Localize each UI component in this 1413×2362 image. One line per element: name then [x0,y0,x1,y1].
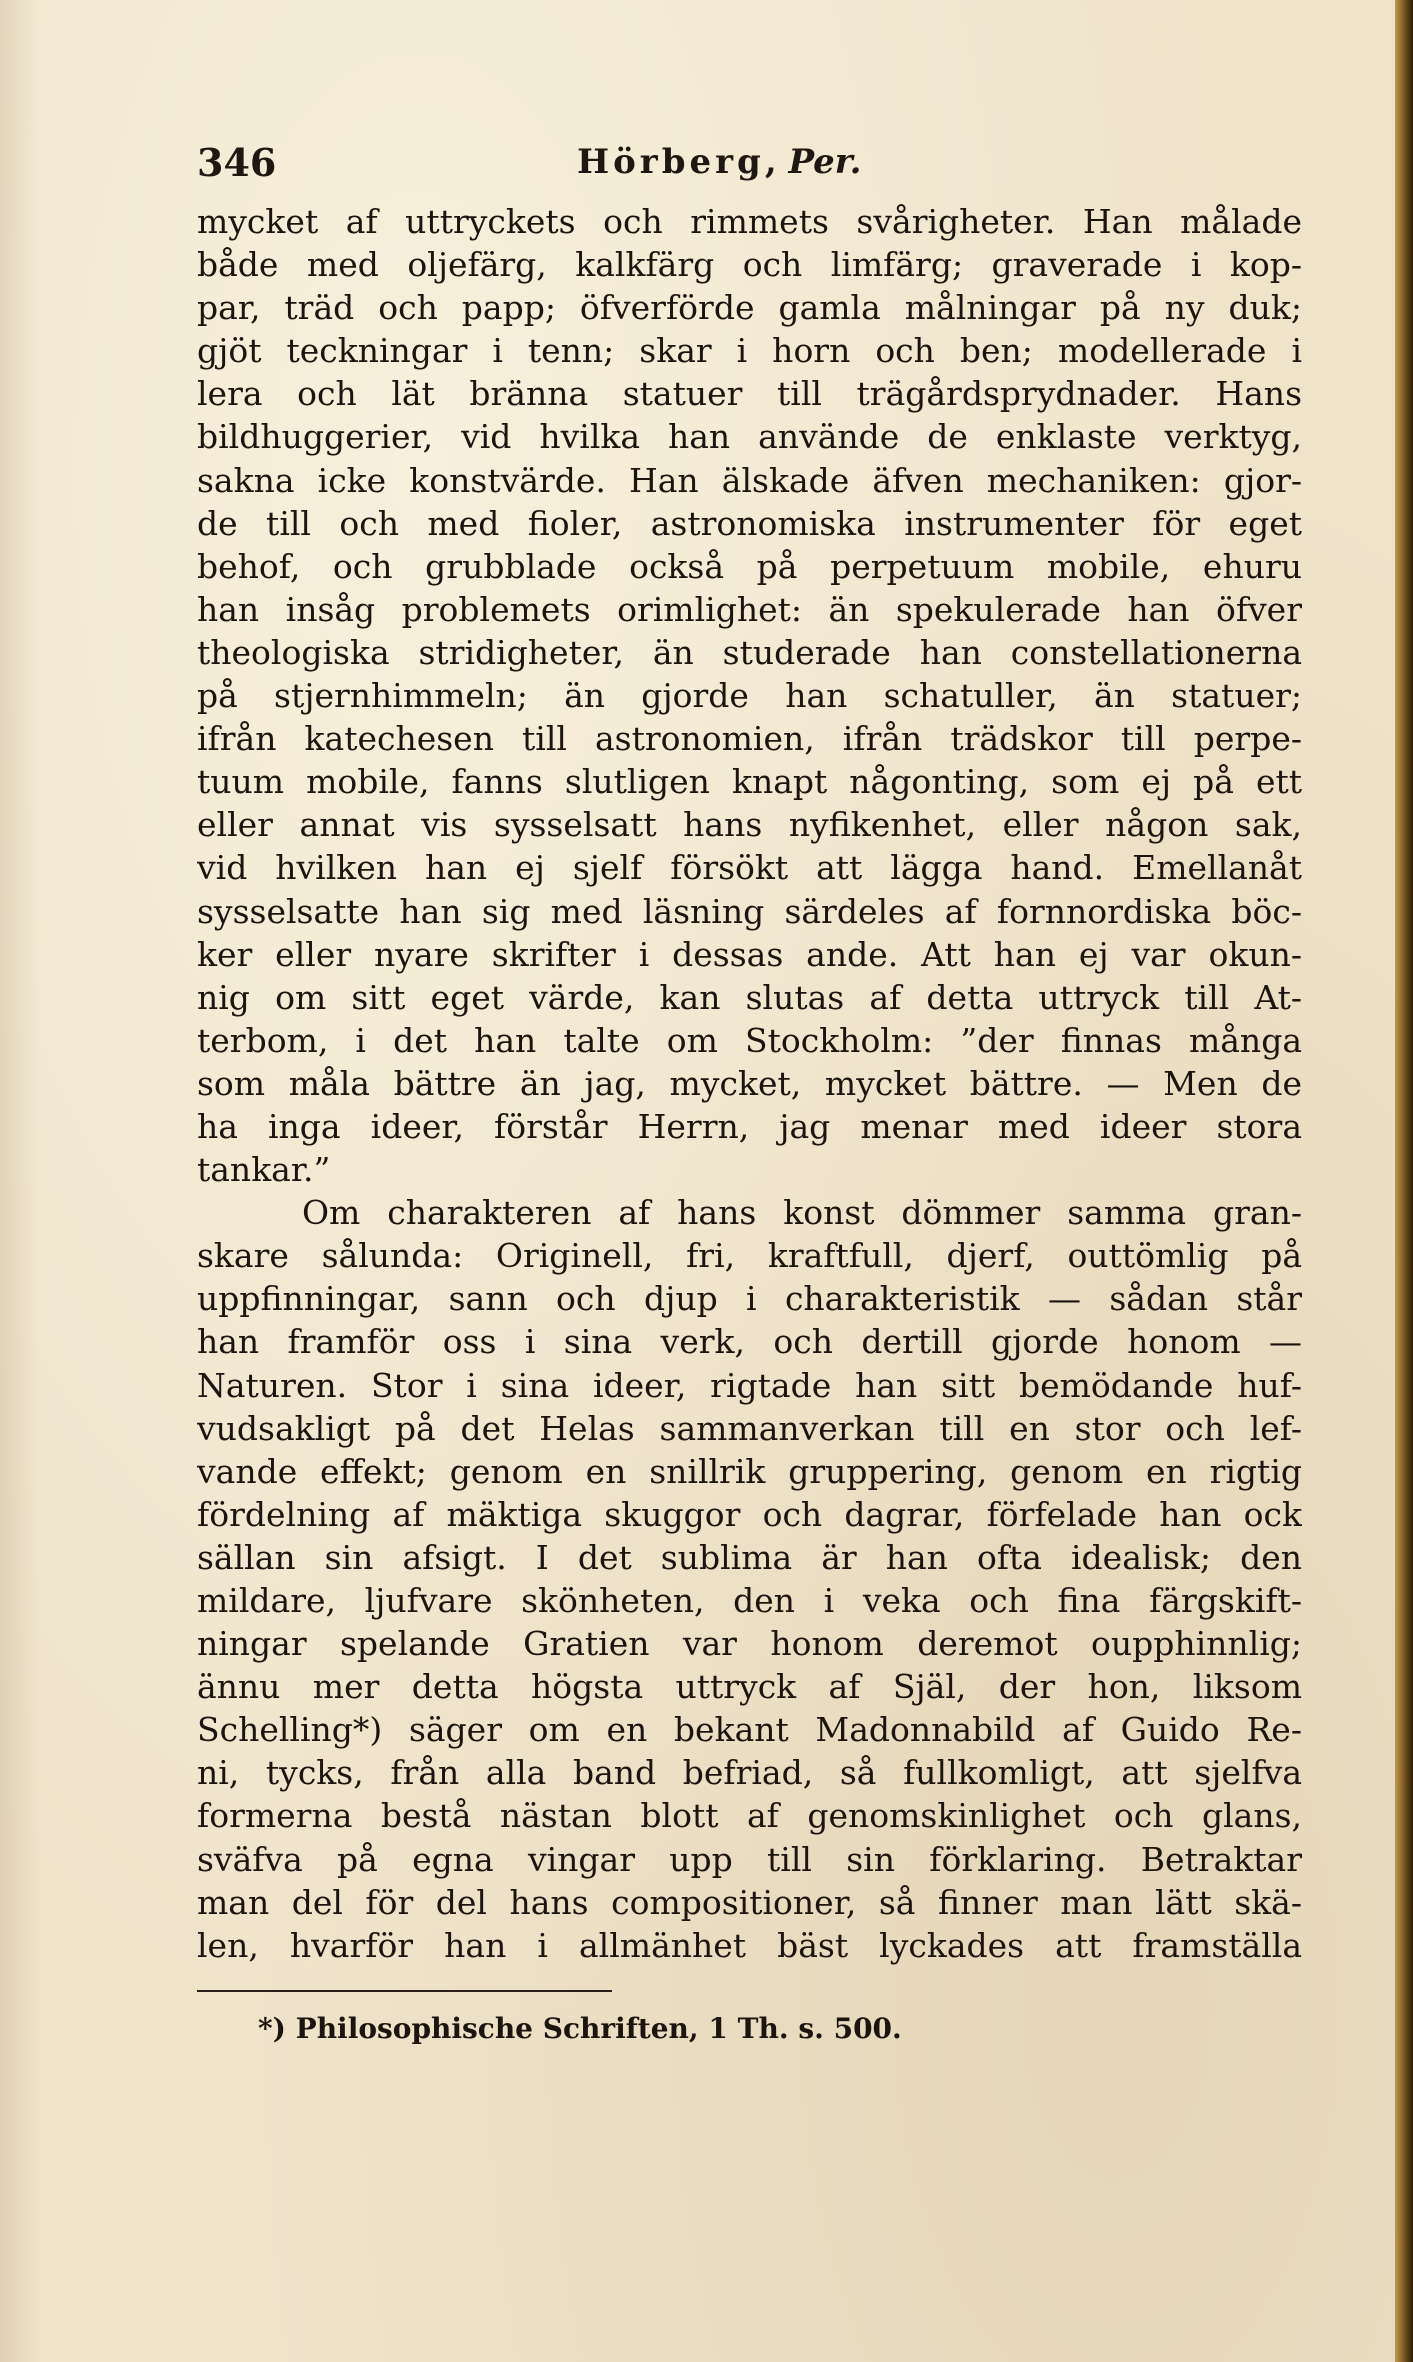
text-line-paragraph-start: Om charakteren af hans konst dömmer samma gran- [302,1193,1302,1233]
text-line: sväfva på egna vingar upp till sin förklaring. Betraktar [197,1839,1302,1879]
text-line: sysselsatte han sig med läsning särdeles af fornnordiska böc- [197,891,1302,931]
page-header [197,140,1302,190]
text-line: bildhuggerier, vid hvilka han använde de enklaste verktyg, [197,417,1302,457]
running-head-surname: Hörberg [577,142,765,182]
text-line: ker eller nyare skrifter i dessas ande. Att han ej var okun- [197,934,1302,974]
footnote-divider [197,1990,612,1992]
text-line: ännu mer detta högsta uttryck af Själ, der hon, liksom [197,1667,1302,1707]
page-gutter-shadow [0,0,40,2362]
text-line-paragraph-end: tankar.” [197,1150,331,1190]
body-text [197,200,1302,1967]
text-line: på stjernhimmeln; än gjorde han schatuller, än statuer; [197,676,1302,716]
text-line: Schelling*) säger om en bekant Madonnabild af Guido Re- [197,1710,1302,1750]
text-line: formerna bestå nästan blott af genomskinlighet och glans, [197,1796,1302,1836]
text-line: len, hvarför han i allmänhet bäst lyckades att framställa [197,1925,1302,1965]
text-line: både med oljefärg, kalkfärg och limfärg; graverade i kop- [197,245,1302,285]
text-line: ha inga ideer, förstår Herrn, jag menar med ideer stora [197,1106,1302,1146]
text-line: ifrån katechesen till astronomien, ifrån trädskor till perpe- [197,719,1302,759]
running-head-first-name: Per. [788,142,862,182]
book-fore-edge [1395,0,1413,2362]
text-line: ni, tycks, från alla band befriad, så fullkomligt, att sjelfva [197,1753,1302,1793]
text-line: ningar spelande Gratien var honom deremot oupphinnlig; [197,1624,1302,1664]
text-line: vande effekt; genom en snillrik gruppering, genom en rigtig [197,1451,1302,1491]
text-line: mycket af uttryckets och rimmets svårigheter. Han målade [197,202,1302,241]
text-line: par, träd och papp; öfverförde gamla målningar på ny duk; [197,288,1302,328]
text-line: vid hvilken han ej sjelf försökt att lägga hand. Emellanåt [197,848,1302,888]
text-line: terbom, i det han talte om Stockholm: ”der finnas många [197,1020,1302,1060]
text-line: han insåg problemets orimlighet: än spekulerade han öfver [197,589,1302,629]
text-line: mildare, ljufvare skönheten, den i veka och fina färgskift- [197,1581,1302,1620]
running-head: Hörberg, Per. [577,142,862,182]
text-line: gjöt teckningar i tenn; skar i horn och ben; modellerade i [197,331,1302,371]
text-line: fördelning af mäktiga skuggor och dagrar, förfelade han ock [197,1494,1302,1534]
text-line: de till och med fioler, astronomiska instrumenter för eget [197,503,1302,543]
text-line: lera och lät bränna statuer till trägårdsprydnader. Hans [197,374,1302,414]
text-line: uppfinningar, sann och djup i charakteristik — sådan står [197,1279,1302,1319]
text-line: eller annat vis sysselsatt hans nyfikenhet, eller någon sak, [197,805,1302,845]
text-line: tuum mobile, fanns slutligen knapt någonting, som ej på ett [197,762,1302,802]
text-line: nig om sitt eget värde, kan slutas af detta uttryck till At- [197,977,1302,1017]
text-line: man del för del hans compositioner, så finner man lätt skä- [197,1882,1302,1922]
text-line: vudsakligt på det Helas sammanverkan till en stor och lef- [197,1408,1302,1448]
text-line: han framför oss i sina verk, och dertill gjorde honom — [197,1322,1302,1362]
text-line: skare sålunda: Originell, fri, kraftfull, djerf, outtömlig på [197,1236,1302,1276]
text-line: sällan sin afsigt. I det sublima är han ofta idealisk; den [197,1537,1302,1577]
text-line: Naturen. Stor i sina ideer, rigtade han sitt bemödande huf- [197,1365,1302,1405]
text-line: theologiska stridigheter, än studerade han constellationerna [197,632,1302,672]
text-line: behof, och grubblade också på perpetuum mobile, ehuru [197,546,1302,586]
page-number: 346 [197,140,277,185]
text-line: sakna icke konstvärde. Han älskade äfven mechaniken: gjor- [197,460,1302,500]
footnote: *) Philosophische Schriften, 1 Th. s. 500. [258,2012,902,2045]
text-line: som måla bättre än jag, mycket, mycket bättre. — Men de [197,1063,1302,1103]
